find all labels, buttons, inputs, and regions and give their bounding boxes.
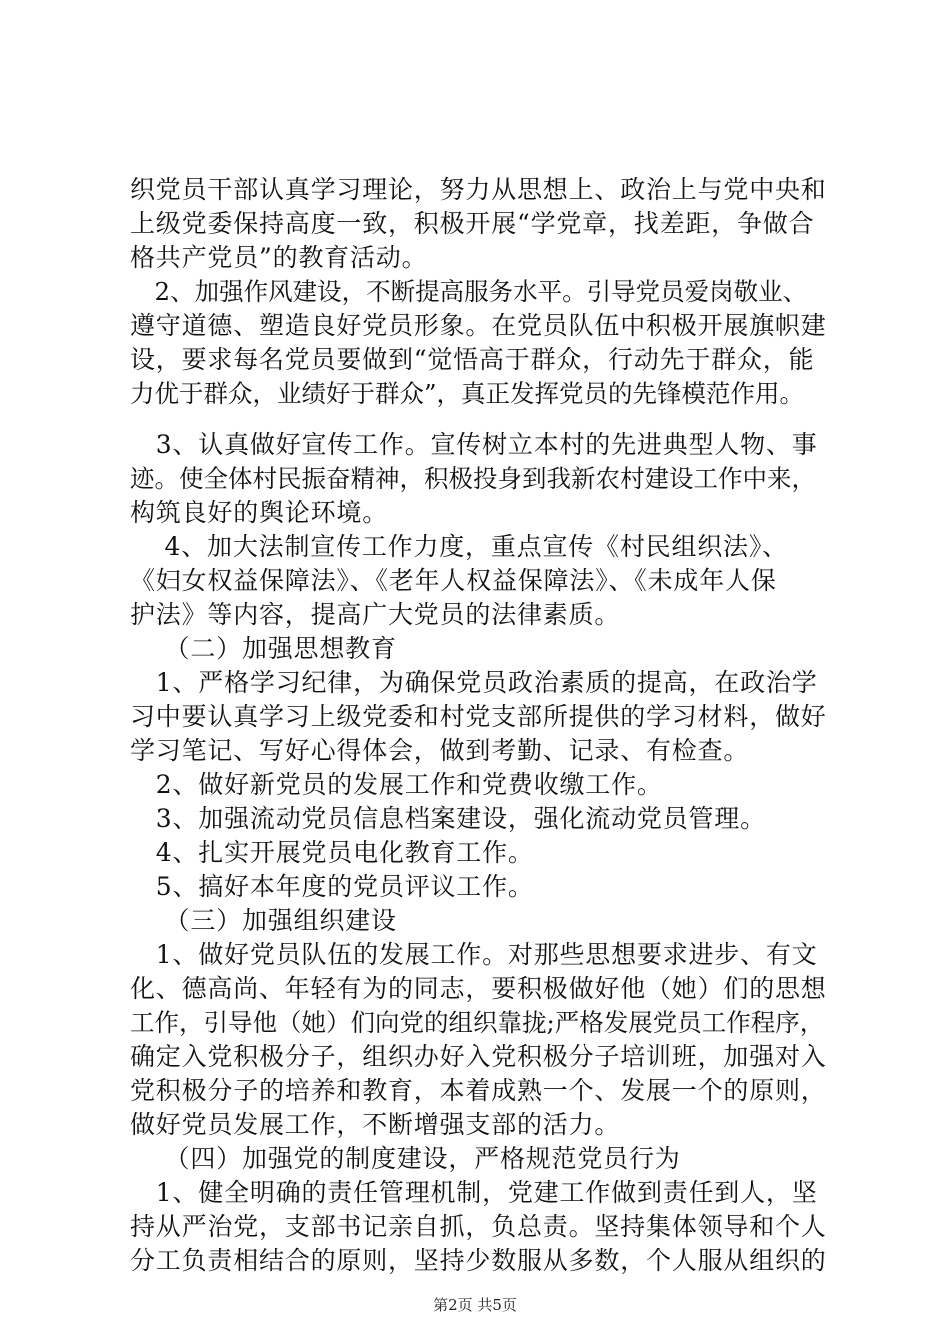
page-number-footer: 第2页 共5页 <box>433 1296 517 1314</box>
body-line: 3、认真做好宣传工作。宣传树立本村的先进典型人物、事 <box>130 430 818 459</box>
body-line: 构筑良好的舆论环境。 <box>130 498 389 527</box>
body-line: 4、加大法制宣传工作力度，重点宣传《村民组织法》、 <box>130 532 788 561</box>
body-line: 分工负责相结合的原则，坚持少数服从多数，个人服从组织的 <box>130 1246 827 1275</box>
body-line: 格共产党员”的教育活动。 <box>130 243 428 272</box>
body-line: 持从严治党，支部书记亲自抓，负总责。坚持集体领导和个人 <box>130 1212 827 1241</box>
body-line: 护法》等内容，提高广大党员的法律素质。 <box>130 600 621 629</box>
section-heading: （二）加强思想教育 <box>130 634 397 663</box>
body-line: 习中要认真学习上级党委和村党支部所提供的学习材料，做好 <box>130 702 827 731</box>
body-line: 1、严格学习纪律，为确保党员政治素质的提高，在政治学 <box>130 668 818 697</box>
body-line: 迹。使全体村民振奋精神，积极投身到我新农村建设工作中来， <box>130 464 816 493</box>
body-line: 学习笔记、写好心得体会，做到考勤、记录、有检查。 <box>130 736 750 765</box>
body-line: 3、加强流动党员信息档案建设，强化流动党员管理。 <box>130 804 766 833</box>
section-heading: （四）加强党的制度建设，严格规范党员行为 <box>130 1144 681 1173</box>
body-line: 上级党委保持高度一致，积极开展“学党章，找差距，争做合 <box>130 209 815 238</box>
section-heading: （三）加强组织建设 <box>130 906 397 935</box>
body-line: 遵守道德、塑造良好党员形象。在党员队伍中积极开展旗帜建 <box>130 311 827 340</box>
body-line: 化、德高尚、年轻有为的同志，要积极做好他（她）们的思想 <box>130 974 827 1003</box>
body-line: 2、做好新党员的发展工作和党费收缴工作。 <box>130 770 663 799</box>
body-line: 确定入党积极分子，组织办好入党积极分子培训班，加强对入 <box>130 1042 827 1071</box>
body-line: 1、健全明确的责任管理机制，党建工作做到责任到人，坚 <box>130 1178 818 1207</box>
body-line: 做好党员发展工作，不断增强支部的活力。 <box>130 1110 621 1139</box>
body-line: 工作，引导他（她）们向党的组织靠拢;严格发展党员工作程序， <box>130 1008 825 1037</box>
body-line: 《妇女权益保障法》、《老年人权益保障法》、《未成年人保 <box>130 566 777 595</box>
body-line: 设，要求每名党员要做到“觉悟高于群众，行动先于群众，能 <box>130 345 815 374</box>
body-line: 5、搞好本年度的党员评议工作。 <box>130 872 534 901</box>
body-line: 党积极分子的培养和教育，本着成熟一个、发展一个的原则， <box>130 1076 827 1105</box>
body-line: 织党员干部认真学习理论，努力从思想上、政治上与党中央和 <box>130 175 827 204</box>
body-line: 4、扎实开展党员电化教育工作。 <box>130 838 534 867</box>
body-line: 力优于群众，业绩好于群众”，真正发挥党员的先锋模范作用。 <box>130 379 805 408</box>
body-line: 2、加强作风建设，不断提高服务水平。引导党员爱岗敬业、 <box>130 277 808 306</box>
document-page <box>130 0 830 1344</box>
body-line: 1、做好党员队伍的发展工作。对那些思想要求进步、有文 <box>130 940 818 969</box>
